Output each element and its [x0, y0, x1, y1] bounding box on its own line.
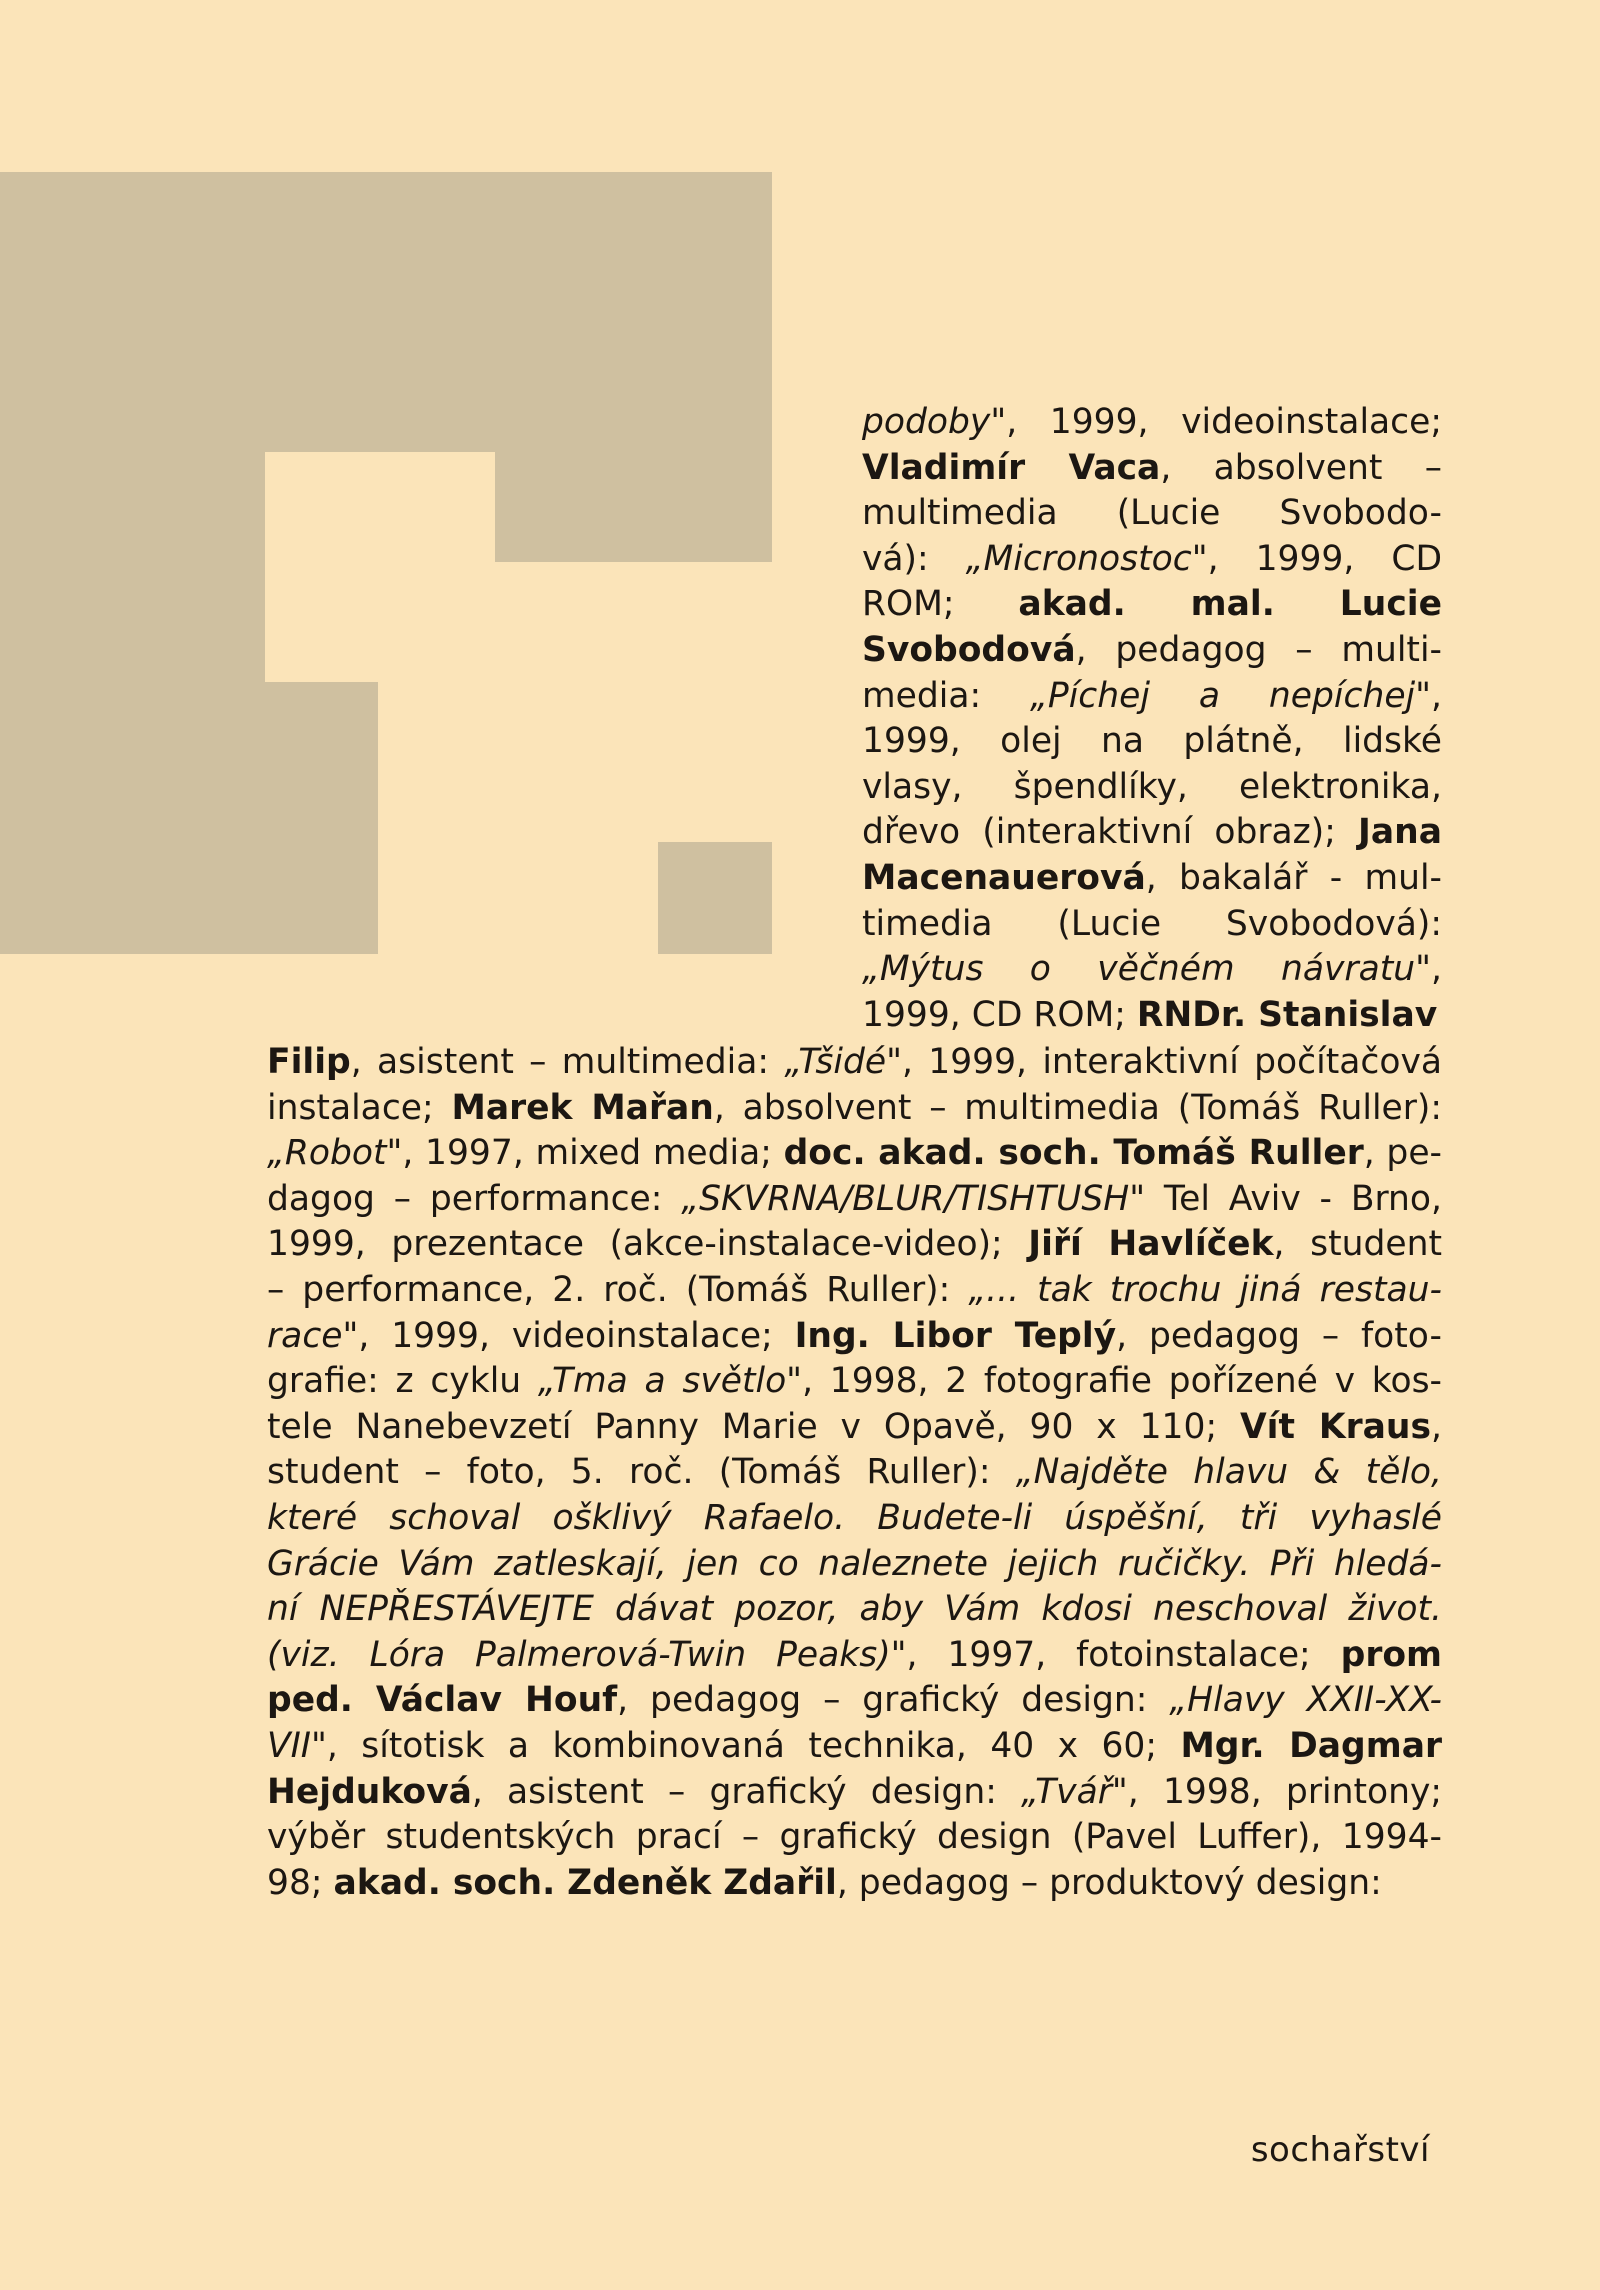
italic-title: „Najděte hlavu & tělo, — [1015, 1452, 1443, 1493]
bold-name: doc. akad. soch. Tomáš Ruller — [783, 1133, 1364, 1174]
decor-block-middle-left — [0, 452, 265, 682]
text-line — [267, 1587, 1442, 1633]
bold-name: prom — [1340, 1634, 1442, 1675]
text-segment: , — [1431, 675, 1442, 716]
text-segment: , 1999, interaktivní počítačová — [901, 1042, 1443, 1082]
text-segment: , — [1431, 1406, 1442, 1447]
text-line — [267, 1222, 1442, 1268]
text-line — [267, 1496, 1442, 1542]
text-segment: , pedagog – foto- — [1116, 1315, 1442, 1356]
text-segment: , 1997, fotoinstalace; — [906, 1634, 1341, 1675]
text-segment: , 1999, videoinstalace; — [358, 1315, 795, 1356]
text-line — [862, 947, 1442, 993]
text-segment: , — [1431, 949, 1442, 990]
text-line — [267, 1086, 1442, 1132]
text-segment: dřevo (interaktivní obraz); — [862, 812, 1359, 853]
bold-name: Svobodová — [862, 629, 1076, 670]
text-segment: ROM; — [862, 584, 1019, 625]
bold-name: Marek Mařan — [451, 1087, 714, 1128]
italic-title: které schoval ošklivý Rafaelo. Budete-li úspěšní, tři vyhaslé — [267, 1497, 1442, 1538]
italic-title: ní NEPŘESTÁVEJTE dávat pozor, aby Vám kdosi neschoval život. — [267, 1589, 1442, 1630]
bold-name: Jana — [1358, 812, 1442, 853]
text-segment: , pedagog – grafický design: — [617, 1680, 1170, 1721]
text-segment: , absolvent – multimedia (Tomáš Ruller): — [713, 1087, 1443, 1128]
text-line — [267, 1724, 1442, 1770]
text-segment: vlasy, špendlíky, elektronika, — [862, 766, 1442, 807]
text-segment: , 1999, CD — [1207, 538, 1443, 579]
italic-title: „SKVRNA/BLUR/TISHTUSH" — [681, 1178, 1146, 1219]
text-segment: 1999, prezentace (akce-instalace-video); — [267, 1224, 1029, 1265]
bold-name: ped. Václav Houf — [267, 1680, 618, 1721]
bold-name: Hejduková — [267, 1771, 472, 1812]
text-line — [862, 719, 1442, 765]
decor-block-top — [0, 172, 772, 452]
text-line — [267, 1177, 1442, 1223]
text-line — [267, 1405, 1442, 1451]
text-line — [267, 1861, 1442, 1907]
text-segment: 1999, olej na plátně, lidské — [862, 721, 1442, 762]
text-segment: , pedagog – produktový design: — [836, 1862, 1382, 1903]
text-segment: tele Nanebevzetí Panny Marie v Opavě, 90 x 110; — [267, 1406, 1240, 1447]
text-line — [267, 1770, 1442, 1816]
italic-title: „Tvář" — [1021, 1771, 1128, 1812]
text-segment: , student — [1273, 1224, 1442, 1265]
text-segment: , absolvent – — [1160, 447, 1442, 488]
text-segment: multimedia (Lucie Svobodo- — [862, 493, 1442, 534]
text-line — [267, 1678, 1442, 1724]
text-line — [267, 1040, 1442, 1086]
italic-title: Grácie Vám zatleskají, jen co naleznete jejich ručičky. Při hledá- — [267, 1543, 1442, 1584]
text-segment: , 1997, mixed media; — [402, 1133, 784, 1174]
bold-name: RNDr. Stanislav — [1136, 994, 1438, 1035]
decor-block-middle-right — [495, 452, 772, 562]
text-line — [862, 537, 1442, 583]
text-segment: 1999, CD ROM; — [862, 994, 1137, 1035]
bold-name: Ing. Libor Teplý — [794, 1315, 1117, 1356]
bold-name: Macenauerová — [862, 857, 1146, 898]
text-segment: , bakalář - mul- — [1145, 857, 1442, 898]
text-line — [862, 491, 1442, 537]
text-segment: výběr studentských prací – grafický design (Pavel Luffer), 1994- — [267, 1817, 1442, 1858]
bold-name: Vladimír Vaca — [862, 447, 1161, 488]
text-segment: , pedagog – multi- — [1075, 629, 1442, 670]
text-segment: dagog – performance: — [267, 1178, 682, 1219]
text-segment: , 1999, videoinstalace; — [1006, 402, 1442, 442]
text-segment: , asistent – grafický design: — [471, 1771, 1022, 1812]
page-footer-section-title: sochařství — [1250, 2130, 1430, 2170]
italic-title: „Tma a světlo" — [537, 1361, 803, 1402]
text-segment: timedia (Lucie Svobodová): — [862, 903, 1442, 944]
text-line — [267, 1542, 1442, 1588]
italic-title: „Píchej a nepíchej" — [1030, 675, 1432, 716]
text-column-wide — [267, 1040, 1442, 1906]
bold-name: Vít Kraus — [1239, 1406, 1432, 1447]
text-line — [267, 1131, 1442, 1177]
text-segment: media: — [862, 675, 1031, 716]
text-line — [862, 628, 1442, 674]
text-line — [862, 674, 1442, 720]
text-line — [862, 582, 1442, 628]
text-line — [862, 765, 1442, 811]
text-segment: – performance, 2. roč. (Tomáš Ruller): — [267, 1269, 969, 1310]
text-segment: vá): — [862, 538, 966, 579]
text-segment: student – foto, 5. roč. (Tomáš Ruller): — [267, 1452, 1016, 1493]
text-segment: , 1998, 2 fotografie pořízené v kos- — [802, 1361, 1442, 1402]
text-segment: , 1998, printony; — [1127, 1771, 1442, 1812]
text-line — [267, 1268, 1442, 1314]
italic-title: „... tak trochu jiná restau- — [968, 1269, 1442, 1310]
italic-title: „Robot" — [267, 1133, 403, 1174]
decor-block-bottom-left — [0, 682, 378, 954]
italic-title: „Tšidé" — [784, 1042, 902, 1082]
decor-block-small-square — [658, 842, 772, 954]
text-segment: Tel Aviv - Brno, — [1145, 1178, 1442, 1219]
bold-name: akad. soch. Zdeněk Zdařil — [333, 1862, 837, 1903]
text-line — [267, 1314, 1442, 1360]
text-line — [862, 902, 1442, 948]
text-column-narrow — [862, 400, 1442, 1038]
text-line — [267, 1450, 1442, 1496]
italic-title: race" — [267, 1315, 359, 1356]
italic-title: VII" — [267, 1725, 327, 1766]
italic-title: „Micronostoc" — [965, 538, 1208, 579]
text-segment: , sítotisk a kombinovaná technika, 40 x 60; — [326, 1725, 1181, 1766]
bold-name: Mgr. Dagmar — [1180, 1725, 1442, 1766]
text-line — [267, 1359, 1442, 1405]
text-segment: grafie: z cyklu — [267, 1361, 538, 1402]
text-line — [862, 400, 1442, 446]
text-segment: , asistent – multimedia: — [350, 1042, 785, 1082]
text-segment: instalace; — [267, 1087, 452, 1128]
bold-name: Jiří Havlíček — [1028, 1224, 1274, 1265]
italic-title: podoby" — [862, 402, 1007, 442]
text-line — [862, 993, 1442, 1039]
italic-title: „Hlavy XXII-XX- — [1169, 1680, 1442, 1721]
text-line — [862, 856, 1442, 902]
text-segment: , pe- — [1363, 1133, 1442, 1174]
text-line — [862, 810, 1442, 856]
text-line — [267, 1633, 1442, 1679]
italic-title: „Mýtus o věčném návratu" — [862, 949, 1432, 990]
bold-name: akad. mal. Lucie — [1018, 584, 1442, 625]
bold-name: Filip — [267, 1042, 351, 1082]
text-line — [862, 446, 1442, 492]
italic-title: (viz. Lóra Palmerová-Twin Peaks)" — [267, 1634, 907, 1675]
text-line — [267, 1815, 1442, 1861]
text-segment: 98; — [267, 1862, 334, 1903]
